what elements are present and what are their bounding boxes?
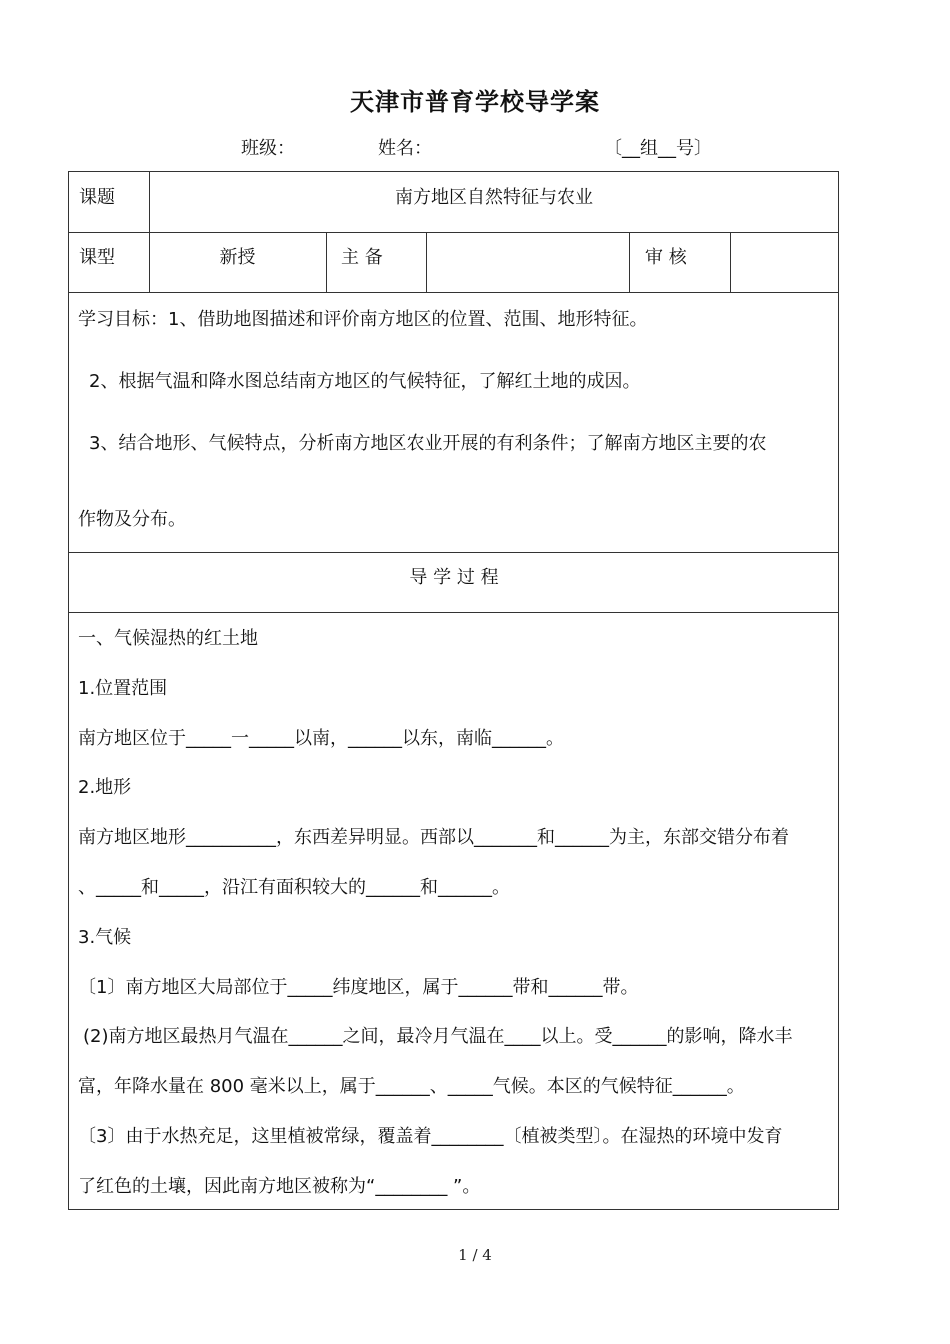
preparer-label: 主 备 bbox=[341, 247, 383, 268]
fill-in-terrain-2: 、_____和_____，沿江有面积较大的______和______。 bbox=[78, 877, 510, 898]
subheading-terrain: 2.地形 bbox=[78, 777, 132, 798]
section-heading: 一、气候湿热的红土地 bbox=[78, 628, 258, 649]
fill-in-climate-2: (2)南方地区最热月气温在______之间，最冷月气温在____以上。受______的影响，降水丰 bbox=[83, 1026, 793, 1047]
objective-line-2: 2、根据气温和降水图总结南方地区的气候特征，了解红土地的成因。 bbox=[89, 371, 641, 392]
page-title: 天津市普育学校导学案 bbox=[350, 88, 600, 116]
column-divider bbox=[730, 232, 731, 292]
fill-in-climate-5: 了红色的土壤，因此南方地区被称为“________ ”。 bbox=[78, 1176, 481, 1197]
fill-in-location: 南方地区位于_____一_____以南，______以东，南临______。 bbox=[78, 728, 564, 749]
row-divider bbox=[69, 292, 838, 293]
column-divider bbox=[629, 232, 630, 292]
type-value: 新授 bbox=[219, 247, 256, 268]
fill-in-terrain-1: 南方地区地形__________，东西差异明显。西部以_______和______为主，东部交错分布着 bbox=[78, 827, 789, 848]
subheading-climate: 3.气候 bbox=[78, 927, 132, 948]
topic-value: 南方地区自然特征与农业 bbox=[395, 187, 593, 208]
class-label: 班级： bbox=[241, 138, 295, 159]
guide-sheet-table bbox=[68, 171, 839, 1210]
page-number: 1 / 4 bbox=[458, 1246, 492, 1264]
process-heading: 导 学 过 程 bbox=[409, 567, 499, 588]
type-label: 课型 bbox=[79, 247, 115, 268]
topic-label: 课题 bbox=[79, 187, 115, 208]
reviewer-label: 审 核 bbox=[645, 247, 687, 268]
subheading-location: 1.位置范围 bbox=[78, 678, 168, 699]
objective-line-4: 作物及分布。 bbox=[78, 509, 186, 530]
fill-in-climate-4: 〔3〕由于水热充足，这里植被常绿，覆盖着________〔植被类型〕。在湿热的环境中发育 bbox=[78, 1126, 783, 1147]
fill-in-climate-1: 〔1〕南方地区大局部位于_____纬度地区，属于______带和______带。 bbox=[78, 977, 639, 998]
objective-line-3: 3、结合地形、气候特点，分析南方地区农业开展的有利条件；了解南方地区主要的农 bbox=[89, 433, 767, 454]
row-divider bbox=[69, 612, 838, 613]
name-label: 姓名： bbox=[378, 138, 432, 159]
group-number-label: 〔__组__号〕 bbox=[604, 138, 712, 159]
student-info-line bbox=[0, 134, 950, 162]
fill-in-climate-3: 富，年降水量在 800 毫米以上，属于______、_____气候。本区的气候特征______。 bbox=[78, 1076, 745, 1097]
column-divider bbox=[326, 232, 327, 292]
column-divider bbox=[426, 232, 427, 292]
objective-line-1: 学习目标：1、借助地图描述和评价南方地区的位置、范围、地形特征。 bbox=[78, 309, 648, 330]
